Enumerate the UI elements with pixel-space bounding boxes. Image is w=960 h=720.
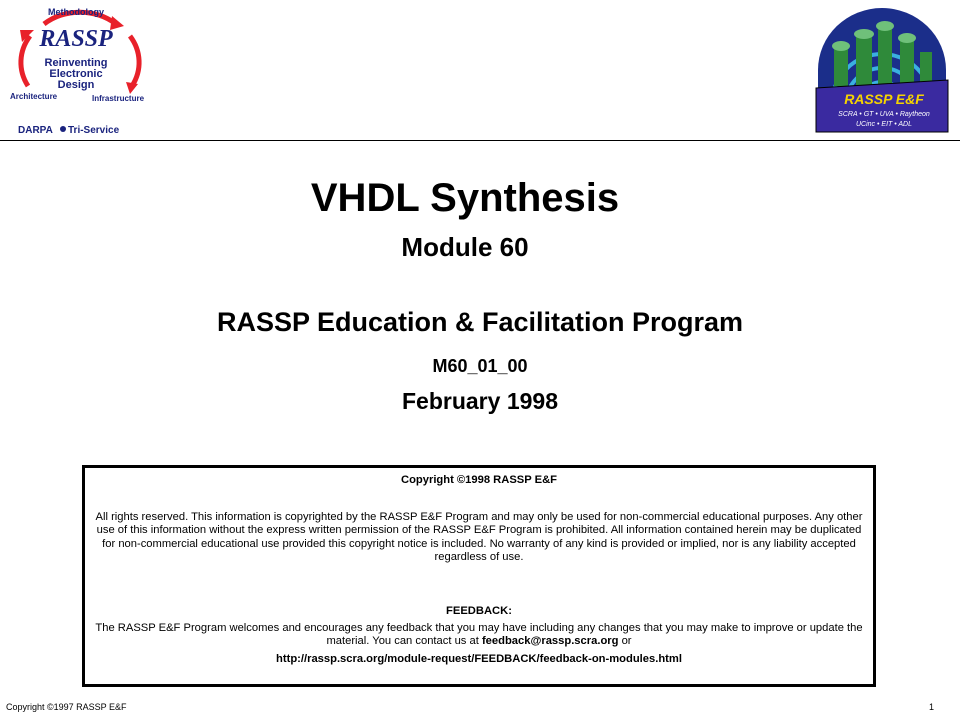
feedback-url-link[interactable]: http://rassp.scra.org/module-request/FEEDBACK/feedback-on-modules.html — [276, 652, 682, 665]
feedback-or: or — [618, 635, 632, 648]
logo-infrastructure-label: Infrastructure — [92, 94, 145, 103]
rassp-logo — [4, 2, 154, 138]
logo-triservice-label: Tri-Service — [68, 125, 120, 136]
ef-logo-title: RASSP E&F — [844, 91, 924, 107]
rights-statement: All rights reserved. This information is copyrighted by the RASSP E&F Program and may only be used for non-commercial educational purposes. Any other use of this information without the express written permission of the RASSP E&F Program is prohibited. All information contained herein may be duplicated for non-commercial educational use provided this copyright notice is included. No warranty of any kind is provided or implied, nor is any liability accepted regardless of use. — [95, 511, 863, 563]
rassp-ef-logo — [812, 4, 952, 136]
copyright-notice-box — [82, 465, 876, 687]
feedback-heading: FEEDBACK: — [446, 605, 512, 618]
feedback-body: The RASSP E&F Program welcomes and encourages any feedback that you may have including any changes that you may make to improve or update the material. You can contact us at — [95, 622, 863, 648]
module-code: M60_01_00 — [432, 356, 528, 376]
ef-logo-line1: SCRA • GT • UVA • Raytheon — [838, 111, 930, 118]
copyright-title: Copyright ©1998 RASSP E&F — [401, 474, 557, 486]
slide-title: VHDL Synthesis — [310, 176, 620, 220]
feedback-text — [93, 622, 865, 648]
logo-brand: RASSP — [39, 26, 113, 52]
page-number: 1 — [929, 702, 935, 712]
program-name: RASSP Education & Facilitation Program — [216, 307, 744, 337]
logo-methodology-label: Methodology — [48, 7, 104, 17]
logo-architecture-label: Architecture — [10, 92, 58, 101]
logo-bullet-icon — [60, 126, 66, 132]
feedback-email-link[interactable]: feedback@rassp.scra.org — [481, 635, 619, 648]
module-subtitle: Module 60 — [401, 232, 529, 262]
logo-darpa-label: DARPA — [18, 125, 53, 136]
logo-line2: Electronic — [49, 68, 103, 80]
ef-logo-line2: UCinc • EIT • ADL — [856, 121, 912, 128]
slide-date: February 1998 — [402, 388, 558, 414]
header-divider — [0, 140, 960, 141]
logo-line3: Design — [57, 79, 95, 91]
footer-copyright: Copyright ©1997 RASSP E&F — [6, 702, 127, 712]
logo-line1: Reinventing — [44, 57, 108, 69]
